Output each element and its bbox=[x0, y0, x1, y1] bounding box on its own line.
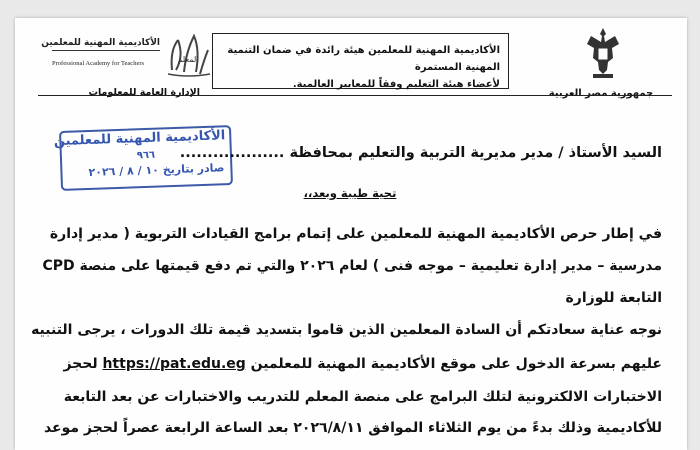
country-label: جمهورية مصر العربية bbox=[548, 88, 654, 99]
logo-mark-text: المعلم bbox=[177, 55, 199, 64]
paragraph-line-5 bbox=[63, 356, 662, 372]
paragraph-line-3: التابعة للوزارة bbox=[565, 290, 662, 306]
egypt-eagle-emblem-icon bbox=[585, 24, 621, 80]
motto-line-2: لأعضاء هيئة التعليم وفقاً للمعايير العالمية. bbox=[292, 79, 500, 90]
motto-line-1: الأكاديمية المهنية للمعلمين هيئة رائدة في ضمان التنمية المهنية المستمرة bbox=[227, 45, 500, 73]
academy-motto-box bbox=[212, 33, 509, 89]
academy-website-link[interactable]: https://pat.edu.eg bbox=[102, 356, 246, 372]
paragraph-line-7: للأكاديمية وذلك بدءً من يوم الثلاثاء الموافق ٢٠٢٦/٨/١١ بعد الساعة الرابعة عصراً لحجز موعد bbox=[43, 420, 662, 436]
paragraph-line-5-start: عليهم بسرعة الدخول على موقع الأكاديمية المهنية للمعلمين bbox=[245, 356, 662, 372]
stamp-date: صادر بتاريخ ١٠ / ٨ / ٢٠٢٦ bbox=[88, 161, 225, 180]
greeting: تحية طيبة وبعد،، bbox=[303, 186, 397, 200]
department-label: الإدارة العامة للمعلومات bbox=[88, 87, 200, 98]
salutation: السيد الأستاذ / مدير مديرية التربية والتعليم بمحافظة ................... bbox=[179, 145, 662, 161]
paragraph-line-4: نوجه عناية سعادتكم أن السادة المعلمين الذين قاموا بتسديد قيمة تلك الدورات ، يرجى التنبيه bbox=[31, 322, 662, 338]
stamp-title: الأكاديمية المهنية للمعلمين bbox=[53, 128, 226, 150]
paragraph-line-6: الاختبارات الالكترونية لتلك البرامج على منصة المعلم للتدريب والاختبارات عن بعد التابعة bbox=[63, 389, 662, 405]
paragraph-line-1: في إطار حرص الأكاديمية المهنية للمعلمين على إتمام برامج القيادات التربوية ( مدير إدارة bbox=[49, 226, 662, 242]
paragraph-line-5-end: لحجز bbox=[63, 356, 103, 372]
logo-arabic-name: الأكاديمية المهنية للمعلمين bbox=[52, 38, 160, 51]
header-divider bbox=[38, 95, 672, 96]
academy-logo bbox=[41, 30, 212, 82]
paragraph-line-2: مدرسية – مدير إدارة تعليمية – موجه فنى ) لعام ٢٠٢٦ والتي تم دفع قيمتها على منصة CPD bbox=[42, 258, 662, 274]
academy-logo-mark-icon bbox=[164, 30, 212, 80]
stamp-number: ٩٦٦ bbox=[136, 149, 156, 162]
logo-english-name: Professional Academy for Teachers bbox=[52, 60, 145, 67]
